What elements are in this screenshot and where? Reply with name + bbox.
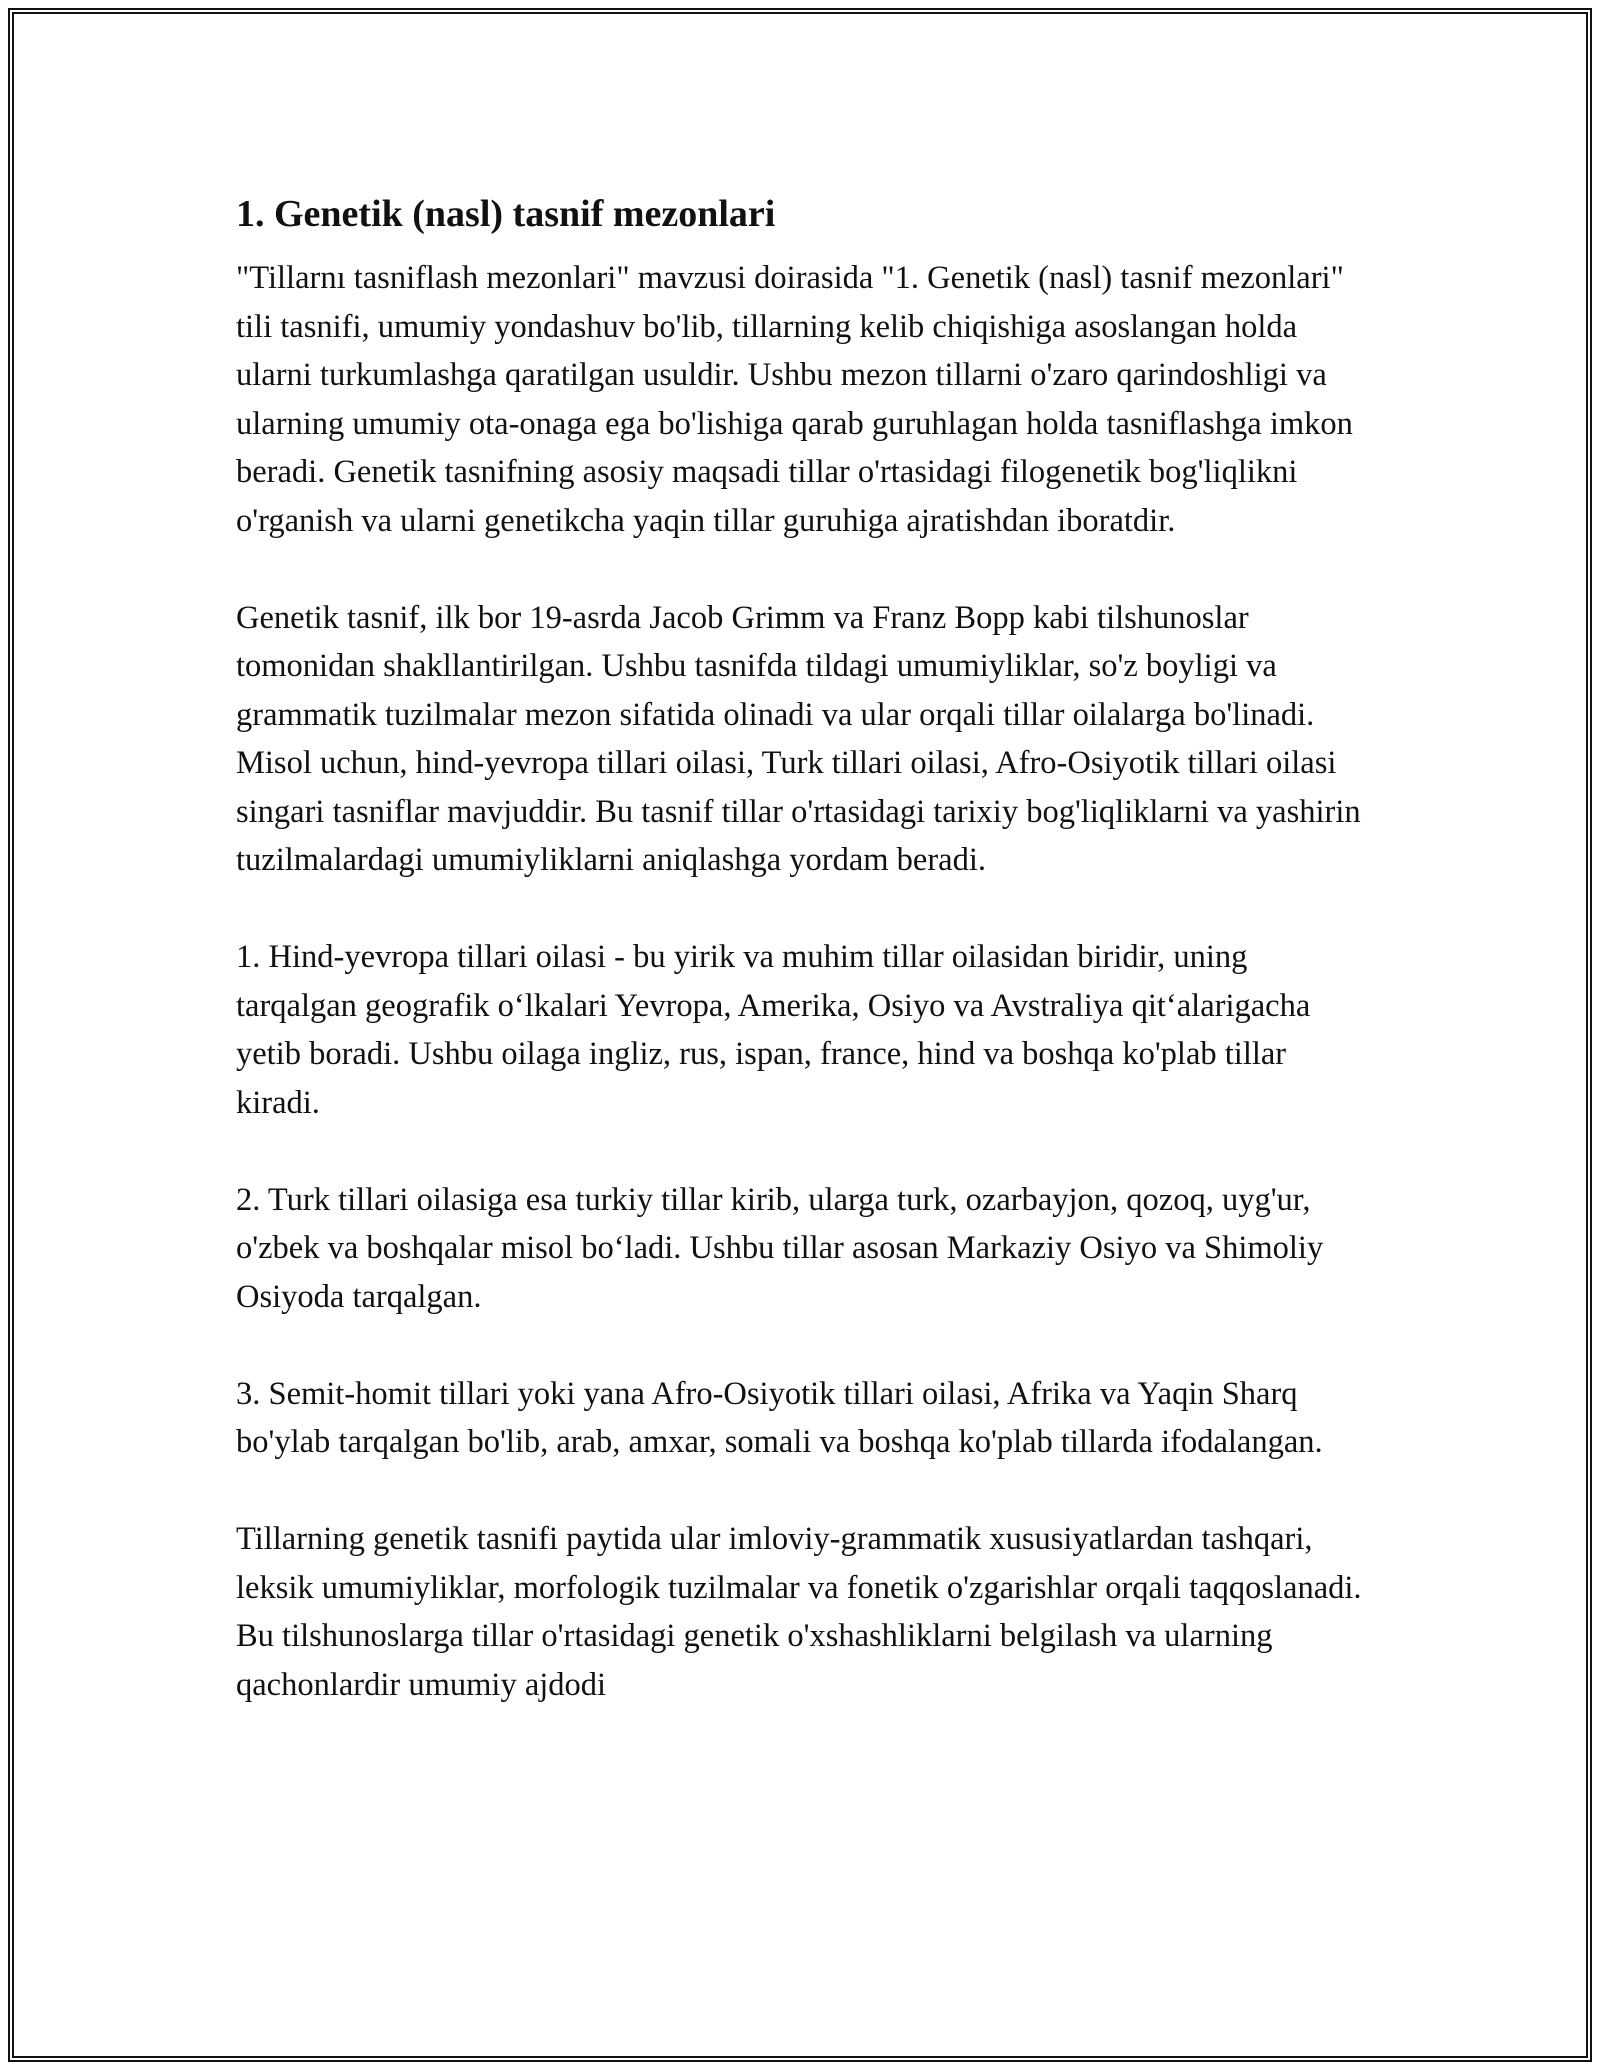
paragraph-comparison: Tillarning genetik tasnifi paytida ular imloviy-grammatik xususiyatlardan tashqari, leksik umumiyliklar, morfologik tuzilmalar va fonetik o'zgarishlar orqali taqqoslanadi. Bu tilshunoslarga tillar o'rtasidagi genetik o'xshashliklarni belgilash va ularning qachonlardir umumiy ajdodi <box>236 1521 1362 1703</box>
paragraph-intro: "Tillarnı tasniflash mezonlari" mavzusi doirasida "1. Genetik (nasl) tasnif mezonlari" tili tasnifi, umumiy yondashuv bo'lib, tillarning kelib chiqishiga asoslangan holda ularni turkumlashga qaratilgan usuldir. Ushbu mezon tillarni o'zaro qarindoshligi va ularning umumiy ota-onaga ega bo'lishiga qarab guruhlagan holda tasniflashga imkon beradi. Genetik tasnifning asosiy maqsadi tillar o'rtasidagi filogenetik bog'liqlikni o'rganish va ularni genetikcha yaqin tillar guruhiga ajratishdan iboratdir. <box>236 260 1353 539</box>
document-body <box>236 188 1376 1758</box>
paragraph-history: Genetik tasnif, ilk bor 19-asrda Jacob Grimm va Franz Bopp kabi tilshunoslar tomonidan shakllantirilgan. Ushbu tasnifda tildagi umumiyliklar, so'z boyligi va grammatik tuzilmalar mezon sifatida olinadi va ular orqali tillar oilalarga bo'linadi. Misol uchun, hind-yevropa tillari oilasi, Turk tillari oilasi, Afro-Osiyotik tillari oilasi singari tasniflar mavjuddir. Bu tasnif tillar o'rtasidagi tarixiy bog'liqliklarni va yashirin tuzilmalardagi umumiyliklarni aniqlashga yordam beradi. <box>236 599 1361 878</box>
section-heading: 1. Genetik (nasl) tasnif mezonlari <box>236 193 776 235</box>
paragraph-afroasiatic: 3. Semit-homit tillari yoki yana Afro-Osiyotik tillari oilasi, Afrika va Yaqin Sharq bo'ylab tarqalgan bo'lib, arab, amxar, somali va boshqa ko'plab tillarda ifodalangan. <box>236 1375 1323 1460</box>
paragraph-indo-european: 1. Hind-yevropa tillari oilasi - bu yirik va muhim tillar oilasidan biridir, uning tarqalgan geografik o‘lkalari Yevropa, Amerika, Osiyo va Avstraliya qit‘alarigacha yetib boradi. Ushbu oilaga ingliz, rus, ispan, france, hind va boshqa ko'plab tillar kiradi. <box>236 939 1311 1121</box>
paragraph-turkic: 2. Turk tillari oilasiga esa turkiy tillar kirib, ularga turk, ozarbayjon, qozoq, uyg'ur, o'zbek va boshqalar misol bo‘ladi. Ushbu tillar asosan Markaziy Osiyo va Shimoliy Osiyoda tarqalgan. <box>236 1181 1324 1315</box>
